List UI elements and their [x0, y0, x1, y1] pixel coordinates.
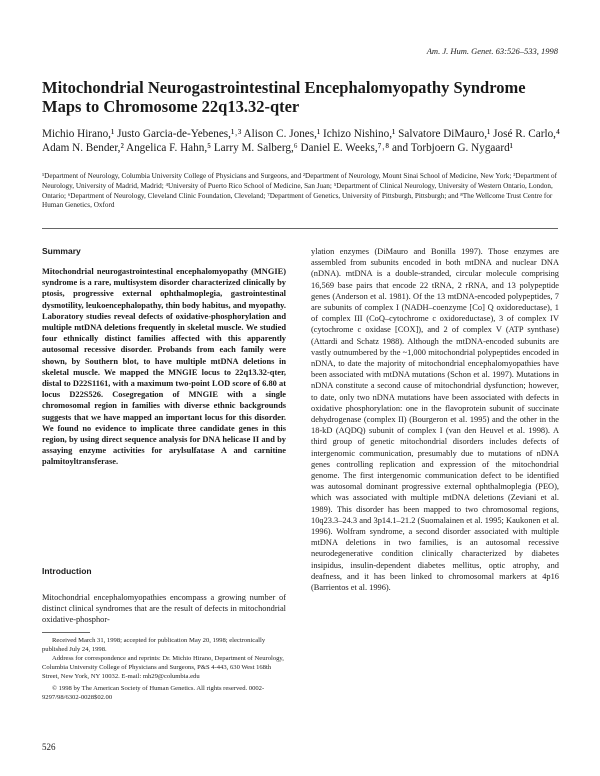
affiliations: ¹Department of Neurology, Columbia University College of Physicians and Surgeons, and ²Department of Neurology, Mount Sinai School of Medicine, New York; ³Department of Neurology, University of Madrid, Madrid; ⁴University of Puerto Rico School of Medicine, San Juan; ⁵Department of Clinical Neurology, University of Western Ontario, London, Ontario; ⁶Department of Neurology, Cleveland Clinic Foundation, Cleveland; ⁷Department of Genetics, University of Pittsburgh, Pittsburgh; and ⁸The Wellcome Trust Centre for Human Genetics, Oxford	[42, 172, 558, 210]
right-column	[311, 246, 559, 593]
left-column	[42, 246, 286, 625]
footnotes	[42, 636, 286, 702]
correspondence-note: Address for correspondence and reprints: Dr. Michio Hirano, Department of Neurology, Columbia University College of Physicians and Surgeons, P&S 4-443, 630 West 168th Street, New York, NY 10032. E-mail: mh29@columbia.edu	[42, 655, 284, 680]
received-note: Received March 31, 1998; accepted for publication May 20, 1998; electronically published July 24, 1998.	[42, 637, 266, 653]
summary-heading: Summary	[42, 246, 81, 256]
body-text: ylation enzymes (DiMauro and Bonilla 1997). Those enzymes are assembled from subunits encoded in both mtDNA and nuclear DNA (nDNA). mtDNA is a double-stranded, circular molecule comprising 16,569 base pairs that encode 22 tRNA, 2 rRNA, and 13 polypeptide genes (Anderson et al. 1981). Of the 13 mtDNA-encoded polypeptides, 7 are subunits of complex I (NADH–coenzyme [Co] Q oxidoreductase), 1 of complex III (CoQ–cytochrome c oxidoreductase), 3 of complex IV (cytochrome c oxidase [COX]), and 2 of complex V (ATP synthase) (Attardi and Schatz 1988). Although the mtDNA-encoded subunits are vastly outnumbered by the ~1,000 mitochondrial polypeptides encoded in nDNA, to date the majority of mitochondrial encephalomyopathies have been associated with mtDNA mutations (Schon et al. 1997). Mutations in nDNA constitute a second cause of mitochondrial dysfunction; however, to date, only two nDNA mutations have been associated with defects in oxidative phosphorylation: one in the flavoprotein subunit of succinate dehydrogenase (complex II) (Bourgeron et al. 1995) and the other in the 18-kD (AQDQ) subunit of complex I (van den Heuvel et al. 1998). A third group of genetic mitochondrial disorders includes defects of intergenomic communication, presumably due to mutations of nDNA genes controlling replication and expression of the mitochondrial genome. The first intergenomic communication defect to be identified was autosomal dominant progressive external ophthalmoplegia (PEO), which was associated with multiple mtDNA deletions (Zeviani et al. 1989). This disorder has been mapped to two chromosomal regions, 10q23.3–24.3 and 3p14.1–21.2 (Suomalainen et al. 1995; Kaukonen et al. 1996). Wolfram syndrome, a second disorder associated with multiple mtDNA deletions in two families, is an autosomal recessive neurodegenerative condition clinically characterized by diabetes insipidus, insulin-dependent diabetes mellitus, optic atrophy, and deafness, and it has been linked to chromosomal markers at 4p16 (Barrientos et al. 1996).	[311, 247, 559, 593]
summary-text: Mitochondrial neurogastrointestinal encephalomyopathy (MNGIE) syndrome is a rare, multisystem disorder characterized clinically by ptosis, progressive external ophthalmoplegia, gastrointestinal dysmotility, leukoencephalopathy, thin body habitus, and myopathy. Laboratory studies reveal defects of oxidative-phosphorylation and multiple mtDNA deletions frequently in skeletal muscle. We studied four ethnically distinct families affected with this apparently autosomal recessive disorder. Probands from each family were shown, by Southern blot, to have multiple mtDNA deletions in skeletal muscle. We mapped the MNGIE locus to 22q13.32-qter, distal to D22S1161, with a maximum two-point LOD score of 6.80 at locus D22S526. Cosegregation of MNGIE with a single chromosomal region in families with diverse ethnic backgrounds suggests that we have mapped an important locus for this disorder. We found no evidence to implicate three candidate genes in this region, by using direct sequence analysis for DNA helicase II and by assaying enzyme activities for arylsulfatase A and carnitine palmitoyltransferase.	[42, 267, 286, 467]
header-divider	[42, 228, 558, 229]
footnote-divider	[42, 632, 90, 633]
journal-citation: Am. J. Hum. Genet. 63:526–533, 1998	[426, 46, 558, 56]
introduction-text: Mitochondrial encephalomyopathies encompass a growing number of distinct clinical syndromes that are the result of defects in mitochondrial oxidative-phosphor-	[42, 593, 286, 625]
copyright-note: © 1998 by The American Society of Human Genetics. All rights reserved. 0002-9297/98/6302-0028$02.00	[42, 685, 265, 701]
introduction-heading: Introduction	[42, 566, 92, 576]
author-list: Michio Hirano,¹ Justo Garcia-de-Yebenes,¹˒³ Alison C. Jones,¹ Ichizo Nishino,¹ Salvatore DiMauro,¹ José R. Carlo,⁴ Adam N. Bender,² Angelica F. Hahn,⁵ Larry M. Salberg,⁶ Daniel E. Weeks,⁷˒⁸ and Torbjoern G. Nygaard¹	[42, 128, 560, 154]
page-number: 526	[42, 742, 56, 752]
article-title: Mitochondrial Neurogastrointestinal Encephalomyopathy Syndrome Maps to Chromosome 22q13.32-qter	[42, 78, 526, 116]
